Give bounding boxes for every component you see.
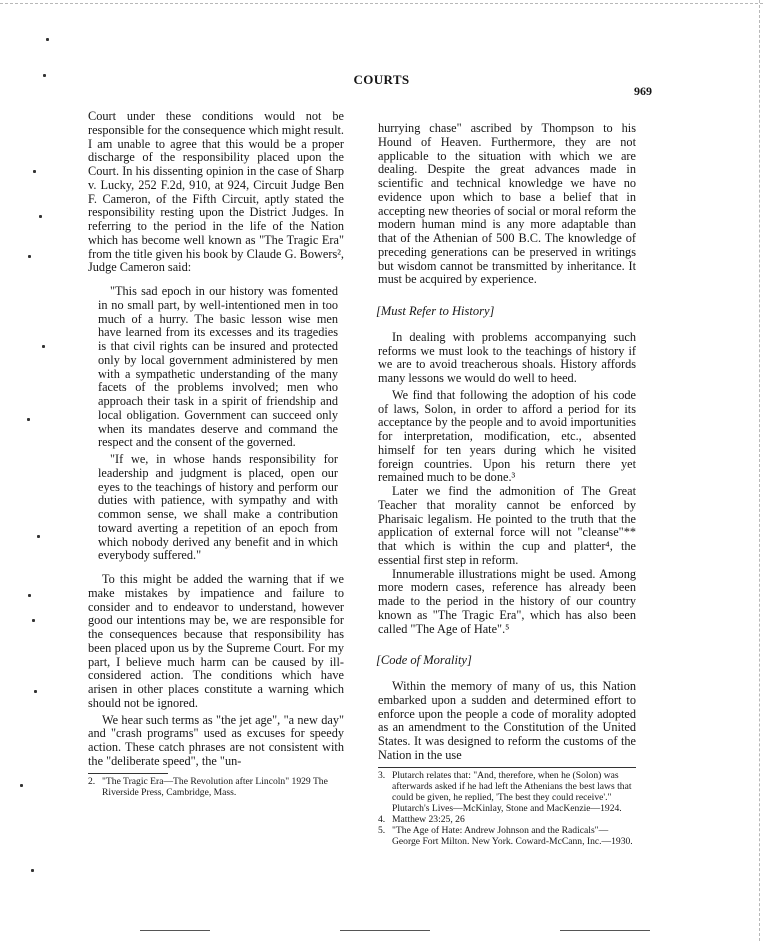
footnote-text: Matthew 23:25, 26 — [392, 813, 465, 825]
margin-mark — [28, 255, 31, 258]
right-paragraph-4: Later we find the admonition of The Great Teacher that morality cannot be enforced by Pharisaic legalism. He pointed to the truth that the application of external force will not "cleanse"** that which is within the cup and platter⁴, the essential first step in reform. — [378, 484, 636, 567]
footnote-number: 3. — [378, 769, 386, 781]
margin-mark — [33, 170, 36, 173]
margin-mark — [32, 619, 35, 622]
left-paragraph-3: We hear such terms as "the jet age", "a new day" and "crash programs" used as excuses for speedy action. These catch phrases are not consistent with the "deliberate speed", the "un- — [88, 712, 344, 768]
footnote-rule — [378, 767, 636, 768]
footnote-text: "The Tragic Era—The Revolution after Lincoln" 1929 The Riverside Press, Cambridge, Mass. — [102, 775, 328, 798]
margin-mark — [46, 38, 49, 41]
right-paragraph-6: Within the memory of many of us, this Nation embarked upon a sudden and determined effort to enforce upon the people a code of morality adopted as an amendment to the Constitution of the United States. It was designed to reform the customs of the Nation in the use — [378, 679, 636, 762]
footnote-4 — [378, 814, 636, 825]
top-scan-border — [0, 3, 763, 4]
footnote-5 — [378, 825, 636, 847]
footnote-number: 4. — [378, 813, 386, 825]
right-paragraph-1: hurrying chase" ascribed by Thompson to his Hound of Heaven. Furthermore, they are not applicable to the situation with which we are dealing. Despite the great advances made in scientific and technical knowledge we have no evidence upon which to base a belief that in accepting new theories of social or moral reform the modern human mind is any more adaptable than that of the Athenian of 500 B.C. The knowledge of preceding generations can be preserved in writings but wisdom cannot be transmitted by inheritance. It must be acquired by experience. — [378, 121, 636, 287]
margin-mark — [20, 784, 23, 787]
right-paragraph-5: Innumerable illustrations might be used. Among more modern cases, reference has already been made to the period in the history of our country known as "The Tragic Era", which has also been called "The Age of Hate".⁵ — [378, 566, 636, 636]
right-paragraph-2: In dealing with problems accompanying such reforms we must look to the teachings of history if we are to avoid treacherous shoals. History affords many lessons we would do well to heed. — [378, 329, 636, 385]
footnote-text: "The Age of Hate: Andrew Johnson and the Radicals"—George Fort Milton. New York. Coward-McCann, Inc.—1930. — [392, 824, 633, 847]
left-paragraph-2: To this might be added the warning that if we make mistakes by impatience and failure to consider and to endeavor to understand, however good our intentions may be, we are responsible for the consequences because that responsibility has been placed upon us by the Supreme Court. For my part, I believe much harm can be caused by ill-considered action. The conditions which have arisen in other places constitute a warning which should not be ignored. — [88, 572, 344, 710]
section-heading-history: [Must Refer to History] — [376, 304, 495, 318]
bottom-scan-line — [140, 930, 210, 931]
margin-mark — [37, 535, 40, 538]
right-column — [378, 122, 636, 847]
margin-mark — [39, 215, 42, 218]
section-heading-morality: [Code of Morality] — [376, 653, 472, 668]
footnote-number: 5. — [378, 824, 386, 836]
page-number: 969 — [634, 84, 652, 98]
bottom-scan-line — [340, 930, 430, 931]
right-paragraph-3: We find that following the adoption of his code of laws, Solon, in order to afford a period for its acceptance by the people and to avoid importunities for interpretation, modification, etc., absented himself for ten years during which he visited foreign countries. Upon his return there yet remained much to be done.³ — [378, 387, 636, 485]
margin-mark — [42, 345, 45, 348]
running-head: COURTS — [353, 72, 410, 87]
footnote-number: 2. — [88, 775, 96, 787]
bottom-scan-line — [560, 930, 650, 931]
margin-mark — [28, 594, 31, 597]
margin-mark — [31, 869, 34, 872]
footnote-3 — [378, 770, 636, 814]
footnote-2 — [88, 776, 344, 798]
left-paragraph-1: Court under these conditions would not be responsible for the consequence which might result. I am unable to agree that this would be a proper discharge of the responsibility placed upon the Court. In his dissenting opinion in the case of Sharp v. Lucky, 252 F.2d, 910, at 924, Circuit Judge Ben F. Cameron, of the Fifth Circuit, aptly stated the responsibility resting upon the District Judges. In referring to the period in the life of the Nation which has become well known as "The Tragic Era" from the title given his book by Claude G. Bowers², Judge Cameron said: — [88, 109, 344, 275]
margin-mark — [43, 74, 46, 77]
footnote-text: Plutarch relates that: "And, therefore, when he (Solon) was afterwards asked if he had left the Athenians the best laws that could be given, he replied, 'The best they could receive'." Plutarch's Lives—McKinlay, Stone and MacKenzie—1924. — [392, 769, 632, 814]
quote-paragraph-1: "This sad epoch in our history was fomented in no small part, by well-intentioned men in too much of a hurry. The basic lesson wise men have learned from its excesses and its tragedies is that civil rights can be insured and protected only by local government administered by men with a sympathetic understanding of the many facets of the problems involved; men who approach their task in a spirit of friendship and local obligation. Government can succeed only when its mandates deserve and command the respect and the consent of the governed. — [98, 284, 338, 450]
quote-paragraph-2: "If we, in whose hands responsibility for leadership and judgment is placed, open our eyes to the teachings of history and perform our duties with patience, with sympathy and with common sense, we shall make a contribution toward averting a repetition of an epoch from which nobody derived any benefit and in which everybody suffered." — [98, 452, 338, 563]
left-column — [88, 110, 344, 798]
footnote-rule — [88, 773, 168, 774]
footnotes-right — [378, 770, 636, 847]
margin-mark — [27, 418, 30, 421]
right-scan-border — [759, 0, 760, 941]
margin-mark — [34, 690, 37, 693]
